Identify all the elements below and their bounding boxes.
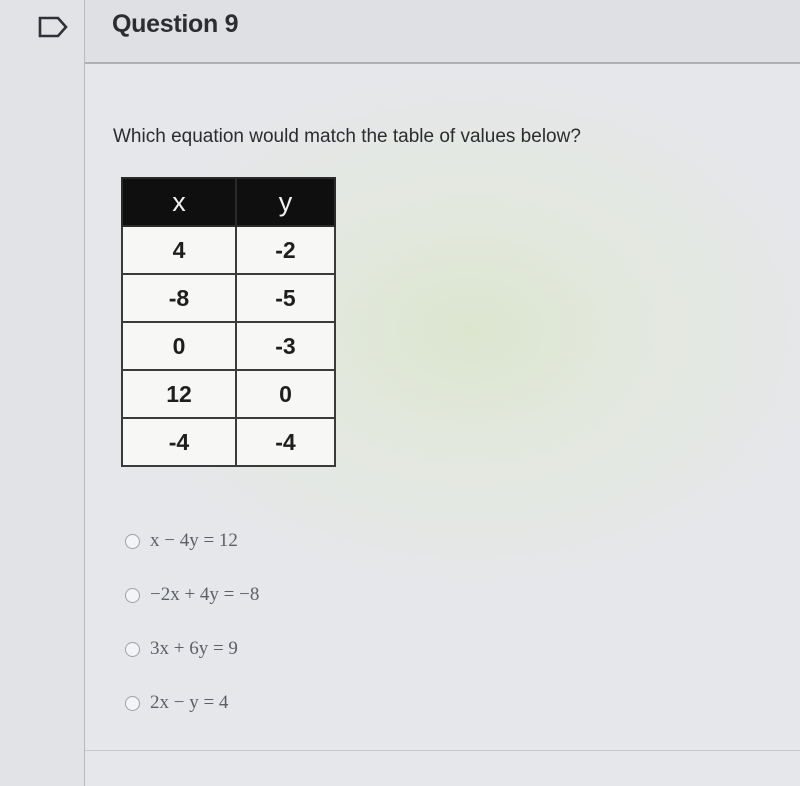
question-header: [85, 0, 800, 64]
table-cell-y: -3: [236, 322, 335, 370]
question-title: Question 9: [112, 10, 239, 38]
column-header-y: y: [236, 178, 335, 226]
question-body: [85, 64, 800, 751]
answer-option-3[interactable]: [125, 622, 259, 676]
flag-icon[interactable]: [36, 14, 70, 40]
table-row: [122, 274, 335, 322]
answer-option-1[interactable]: [125, 514, 259, 568]
table-cell-y: -2: [236, 226, 335, 274]
answer-options: [125, 514, 259, 730]
column-header-x: x: [122, 178, 236, 226]
table-row: [122, 226, 335, 274]
answer-option-2[interactable]: [125, 568, 259, 622]
radio-button[interactable]: [125, 642, 140, 657]
table-cell-x: 4: [122, 226, 236, 274]
table-cell-y: -4: [236, 418, 335, 466]
table-cell-y: 0: [236, 370, 335, 418]
radio-button[interactable]: [125, 534, 140, 549]
table-cell-x: -8: [122, 274, 236, 322]
table-cell-x: 0: [122, 322, 236, 370]
table-row: [122, 322, 335, 370]
radio-button[interactable]: [125, 588, 140, 603]
table-cell-x: 12: [122, 370, 236, 418]
table-cell-x: -4: [122, 418, 236, 466]
answer-option-label: −2x + 4y = −8: [150, 584, 260, 605]
table-header-row: [122, 178, 335, 226]
values-table: [121, 177, 336, 467]
answer-option-label: x − 4y = 12: [150, 530, 238, 551]
left-rail: [0, 0, 85, 786]
table-row: [122, 418, 335, 466]
question-prompt: Which equation would match the table of values below?: [113, 126, 581, 147]
table-cell-y: -5: [236, 274, 335, 322]
answer-option-4[interactable]: [125, 676, 259, 730]
answer-option-label: 3x + 6y = 9: [150, 638, 238, 659]
radio-button[interactable]: [125, 696, 140, 711]
table-row: [122, 370, 335, 418]
answer-option-label: 2x − y = 4: [150, 692, 229, 713]
